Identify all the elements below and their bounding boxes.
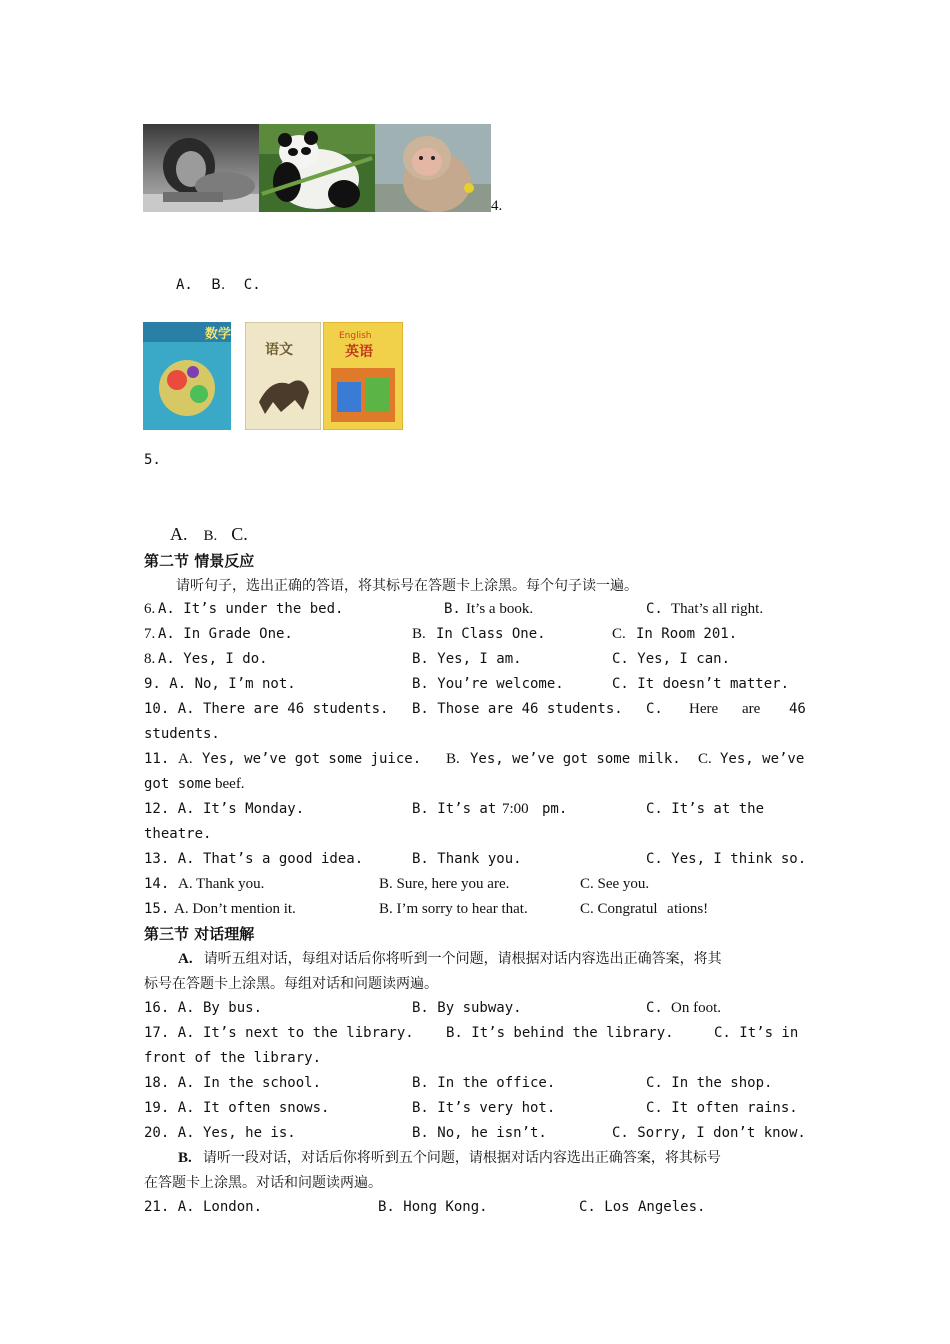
english-book-image [323, 322, 403, 430]
question-row: 19. A. It often snows. B. It’s very hot. C. It often rains. [144, 1100, 798, 1116]
question-row: 20. A. Yes, he is. B. No, he isn’t. C. Sorry, I don’t know. [144, 1125, 806, 1141]
question-row: 10. A. There are 46 students. B. Those are 46 students. C. Here are 46 [144, 701, 806, 717]
q4-options [176, 277, 261, 293]
option-a: A. [176, 277, 193, 293]
math-book-title: 数学 [205, 327, 231, 342]
option-c: C. [231, 524, 248, 544]
question-number: 5. [144, 452, 161, 468]
chinese-book-title: 语文 [265, 342, 293, 358]
question-row: 7. A. In Grade One. B. In Class One. C. In Room 201. [144, 626, 738, 642]
part-a-instruction: A. 请听五组对话，每组对话后你将听到一个问题，请根据对话内容选出正确答案，将其 [178, 951, 722, 967]
question-row: 21. A. London. B. Hong Kong. C. Los Angeles. [144, 1199, 706, 1215]
question-row: 15. A. Don’t mention it. B. I’m sorry to hear that. C. Congratul a tions! [144, 901, 709, 917]
option-b: B. [203, 528, 218, 544]
q5-book-pictures [143, 322, 403, 430]
question-row: 12. A. It’s Monday. B. It’s at 7:00 pm. C. It’s at the [144, 801, 765, 817]
math-book-image [143, 322, 231, 430]
question-row: 18. A. In the school. B. In the office. C. In the shop. [144, 1075, 773, 1091]
question-number: 4. [491, 198, 503, 214]
question-row: 11. A. Yes, we’ve got some juice. B. Yes, we’ve got some milk. C. Yes, we’ve [144, 751, 805, 767]
question-row: 8. A. Yes, I do. B. Yes, I am. C. Yes, I can. [144, 651, 731, 667]
part-b-instruction: B. 请听一段对话，对话后你将听到五个问题，请根据对话内容选出正确答案，将其标号 [178, 1150, 721, 1166]
part-a-instruction-cont: 标号在答题卡上涂黑。每组对话和问题读两遍。 [144, 976, 438, 992]
q4-animal-pictures [143, 124, 491, 212]
question-row: 9. A. No, I’m not. B. You’re welcome. C. It doesn’t matter. [144, 676, 790, 692]
monkey-image [375, 124, 491, 212]
english-book-title: 英语 [345, 344, 373, 360]
question-row: 14. A. Thank you. B. Sure, here you are. C. See you. [144, 876, 650, 892]
lion-image [143, 124, 259, 212]
section-title: 第二节 情景反应 [144, 552, 255, 570]
option-a: A. [170, 524, 188, 544]
part-b-instruction-cont: 在答题卡上涂黑。对话和问题读两遍。 [144, 1175, 382, 1191]
question-row: 6. A. It’s under the bed. B. It’s a book. C. That’s all right. [144, 601, 764, 617]
panda-image [259, 124, 375, 212]
question-row: 13. A. That’s a good idea. B. Thank you. C. Yes, I think so. [144, 851, 807, 867]
question-continuation: students. [144, 726, 220, 742]
section-title: 第三节 对话理解 [144, 925, 255, 943]
option-c: C. [243, 277, 261, 293]
section-instruction: 请听句子，选出正确的答语，将其标号在答题卡上涂黑。每个句子读一遍。 [176, 578, 638, 594]
english-book-subtitle: English [339, 331, 372, 341]
question-continuation: front of the library. [144, 1050, 322, 1066]
chinese-book-image [245, 322, 321, 430]
option-b: B. [211, 277, 226, 293]
question-continuation: theatre. [144, 826, 212, 842]
question-continuation: got some beef. [144, 776, 245, 792]
question-row: 16. A. By bus. B. By subway. C. On foot. [144, 1000, 721, 1016]
q5-options [170, 524, 248, 545]
question-row: 17. A. It’s next to the library. B. It’s behind the library. C. It’s in [144, 1025, 799, 1041]
